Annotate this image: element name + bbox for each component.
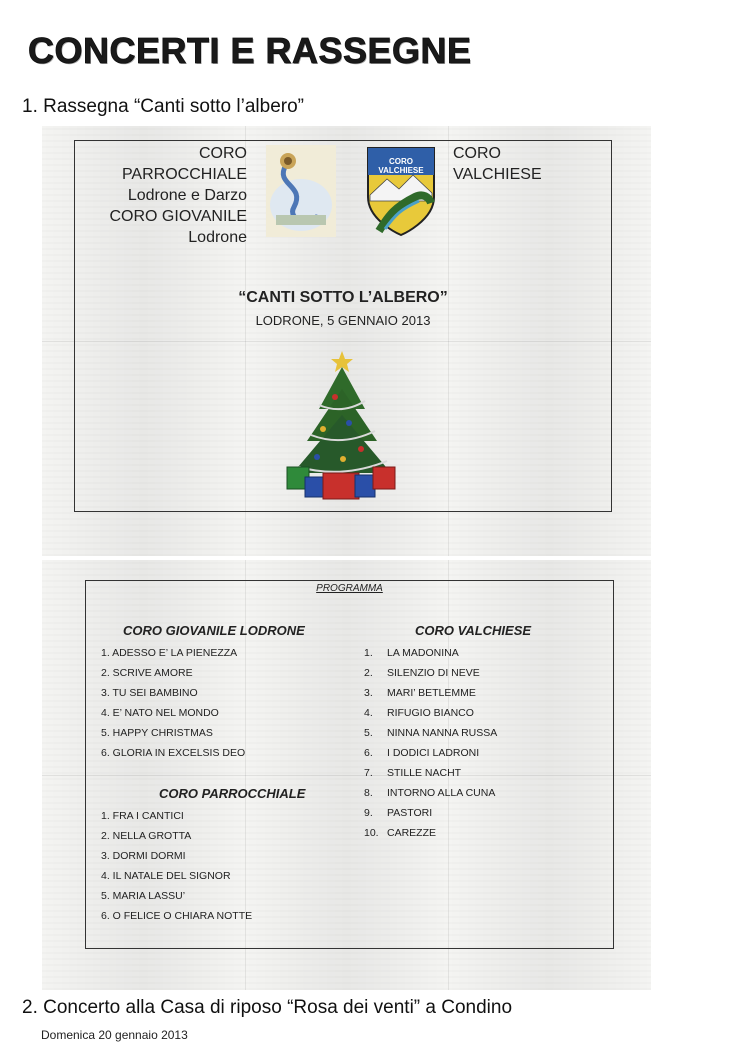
song-item: INTORNO ALLA CUNA [387,787,496,799]
song-number: 1. [364,647,373,659]
song-item: STILLE NACHT [387,767,462,779]
left-choir-line: Lodrone e Darzo [127,187,247,204]
section-2-date: Domenica 20 gennaio 2013 [41,1028,188,1042]
valchiese-crest [365,145,437,239]
song-item: 1. FRA I CANTICI [101,810,184,822]
section-2-heading: 2. Concerto alla Casa di riposo “Rosa dei venti” a Condino [22,997,513,1018]
song-item: 4. IL NATALE DEL SIGNOR [101,870,231,882]
song-number: 3. [364,687,373,699]
song-item: MARI’ BETLEMME [387,687,476,699]
group-title: CORO VALCHIESE [415,623,532,638]
song-item: SILENZIO DI NEVE [387,667,480,679]
left-choir-line: CORO [199,145,247,162]
song-item: 1. ADESSO E’ LA PIENEZZA [101,647,238,659]
programme-scan [42,560,651,990]
song-number: 4. [364,707,373,719]
song-item: PASTORI [387,807,433,819]
song-item: 4. E’ NATO NEL MONDO [101,707,219,719]
song-number: 10. [364,827,379,839]
song-item: 5. HAPPY CHRISTMAS [101,727,213,739]
poster-title: “CANTI SOTTO L’ALBERO” [238,289,448,306]
song-item: 6. GLORIA IN EXCELSIS DEO [101,747,246,759]
song-item: NINNA NANNA RUSSA [387,727,498,739]
song-item: 2. NELLA GROTTA [101,830,192,842]
left-choirs [75,143,247,248]
song-number: 7. [364,767,373,779]
parish-choir-logo [266,145,336,237]
song-number: 9. [364,807,373,819]
song-item: 2. SCRIVE AMORE [101,667,193,679]
right-choir-line: CORO [453,145,501,162]
left-choir-line: CORO GIOVANILE [109,208,247,225]
left-choir-line: PARROCCHIALE [121,166,247,183]
poster-scan [42,126,651,556]
right-choir-line: VALCHIESE [453,166,542,183]
song-number: 2. [364,667,373,679]
left-choir-line: Lodrone [188,229,247,246]
song-item: LA MADONINA [387,647,459,659]
song-item: 6. O FELICE O CHIARA NOTTE [101,910,253,922]
programme-label: PROGRAMMA [316,583,383,594]
right-choir [453,143,573,185]
poster-frame [74,140,612,512]
song-item: I DODICI LADRONI [387,747,480,759]
song-item: 3. DORMI DORMI [101,850,186,862]
song-number: 5. [364,727,373,739]
christmas-tree-illustration [283,349,401,501]
crest-text: CORO VALCHIESE [378,157,424,175]
poster-date: LODRONE, 5 GENNAIO 2013 [255,313,431,328]
group-title: CORO PARROCCHIALE [159,786,306,801]
song-item: CAREZZE [387,827,437,839]
song-number: 8. [364,787,373,799]
song-item: 5. MARIA LASSU’ [101,890,186,902]
song-item: RIFUGIO BIANCO [387,707,474,719]
song-item: 3. TU SEI BAMBINO [101,687,198,699]
section-1-heading: 1. Rassegna “Canti sotto l’albero” [22,96,304,117]
group-title: CORO GIOVANILE LODRONE [123,623,305,638]
page-title: CONCERTI E RASSEGNE [28,30,472,71]
song-number: 6. [364,747,373,759]
